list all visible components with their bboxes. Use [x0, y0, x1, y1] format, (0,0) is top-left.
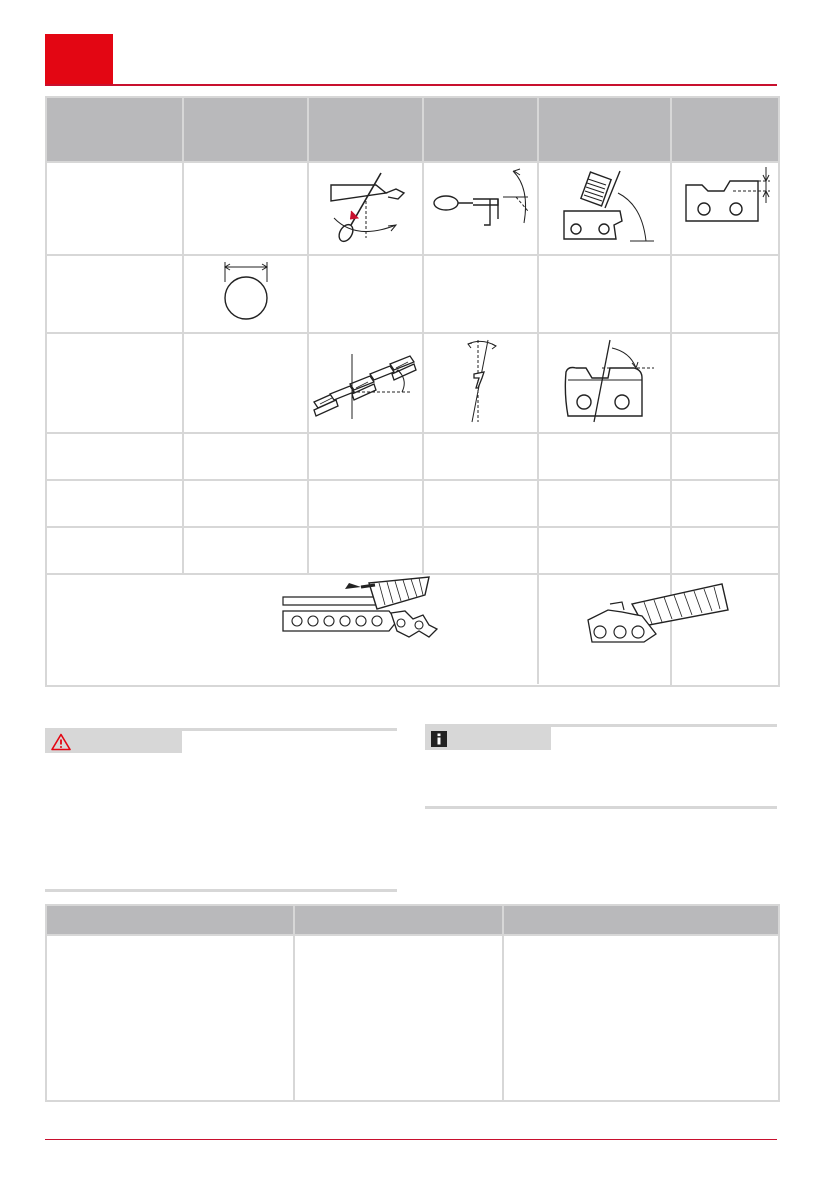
- table-cell: [538, 480, 671, 527]
- table-cell: [423, 433, 538, 480]
- warning-box: [45, 728, 397, 892]
- table-cell: [46, 162, 183, 255]
- spec-header-cell: [183, 97, 308, 162]
- table-cell: [46, 333, 183, 433]
- table-cell: [183, 480, 308, 527]
- illustration-divider: [537, 573, 539, 684]
- table-row: [46, 333, 779, 433]
- info-bottom-rule: [425, 806, 777, 809]
- table-cell: [423, 162, 538, 255]
- table-cell: [308, 433, 423, 480]
- warning-label: [45, 731, 182, 753]
- warning-bottom-rule: [45, 889, 397, 892]
- table-cell: [671, 433, 779, 480]
- table-cell: [423, 527, 538, 574]
- chapter-tab: [45, 34, 113, 85]
- table-cell: [671, 527, 779, 574]
- info-label: [425, 727, 551, 750]
- table-cell: [538, 527, 671, 574]
- table-cell: [46, 527, 183, 574]
- trouble-header-cell: [46, 905, 294, 935]
- tooth-vertical-angle-diagram: [446, 334, 516, 424]
- chain-side-filing-diagram: [310, 334, 422, 424]
- table-cell: [46, 433, 183, 480]
- table-cell: [423, 255, 538, 333]
- table-cell: [46, 935, 294, 1101]
- trouble-header-row: [46, 905, 779, 935]
- trouble-header-cell: [503, 905, 779, 935]
- table-cell: [183, 433, 308, 480]
- spec-header-cell: [308, 97, 423, 162]
- table-cell: [308, 255, 423, 333]
- round-file-diameter-diagram: [211, 256, 281, 326]
- spec-header-cell: [538, 97, 671, 162]
- footer-rule: [45, 1139, 777, 1140]
- table-cell: [294, 935, 503, 1101]
- table-cell: [183, 162, 308, 255]
- depth-gauge-diagram: [678, 163, 773, 233]
- table-cell: [671, 255, 779, 333]
- table-cell: [46, 255, 183, 333]
- warning-triangle-icon: [51, 733, 71, 751]
- cutter-side-angle-diagram: [550, 334, 660, 424]
- table-row: [46, 162, 779, 255]
- table-cell: [503, 935, 779, 1101]
- table-cell: [308, 480, 423, 527]
- table-cell: [538, 255, 671, 333]
- table-cell: [308, 527, 423, 574]
- table-cell: [183, 333, 308, 433]
- spec-header-cell: [423, 97, 538, 162]
- table-cell: [671, 162, 779, 255]
- table-cell: [308, 162, 423, 255]
- trouble-header-cell: [294, 905, 503, 935]
- file-guide-on-cutter-diagram: [550, 163, 660, 248]
- table-cell: [308, 333, 423, 433]
- depth-gauge-tool-on-chain-diagram: [279, 575, 439, 660]
- table-cell: [183, 255, 308, 333]
- troubleshooting-table: [45, 904, 780, 1102]
- table-cell: [46, 574, 671, 686]
- header-rule: [45, 84, 777, 86]
- table-cell: [538, 433, 671, 480]
- spec-header-cell: [46, 97, 183, 162]
- table-cell: [183, 527, 308, 574]
- spec-header-cell: [671, 97, 779, 162]
- table-row: [46, 480, 779, 527]
- table-cell: [423, 480, 538, 527]
- info-icon: [431, 731, 447, 747]
- table-row: [46, 255, 779, 333]
- table-cell: [538, 162, 671, 255]
- table-row: [46, 935, 779, 1101]
- table-row: [46, 433, 779, 480]
- file-angle-diagram: [316, 163, 416, 248]
- table-cell: [538, 333, 671, 433]
- table-row: [46, 527, 779, 574]
- table-cell: [671, 480, 779, 527]
- info-box: [425, 724, 777, 809]
- table-cell: [423, 333, 538, 433]
- table-cell: [671, 333, 779, 433]
- spec-header-row: [46, 97, 779, 162]
- table-cell: [46, 480, 183, 527]
- depth-gauge-tool-on-cutter-diagram: [582, 582, 732, 662]
- file-handle-tilt-diagram: [428, 163, 533, 243]
